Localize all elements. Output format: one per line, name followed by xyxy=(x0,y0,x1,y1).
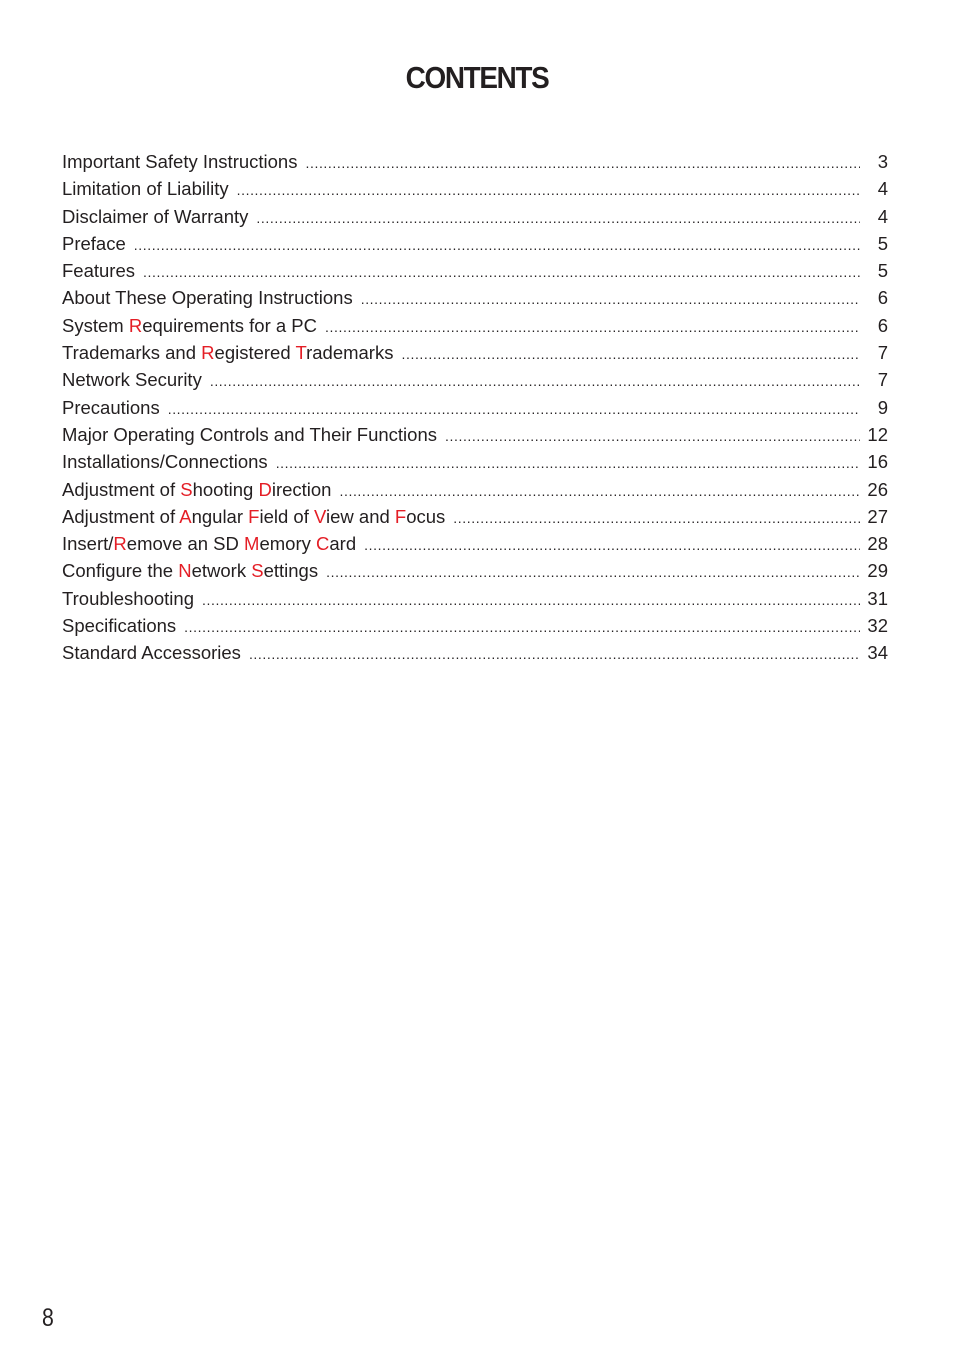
dot-leader xyxy=(453,505,860,532)
toc-entry-title xyxy=(62,530,364,557)
highlighted-letter: R xyxy=(128,314,143,336)
toc-entry-page: 5 xyxy=(877,260,888,282)
highlighted-letter: F xyxy=(394,505,407,527)
title-text: Limitation of Liability xyxy=(62,178,229,200)
title-text: Major Operating Controls and Their Functions xyxy=(62,423,437,445)
highlighted-letter: D xyxy=(258,478,272,500)
title-text: About These Operating Instructions xyxy=(62,287,353,309)
dot-leader xyxy=(237,177,860,204)
toc-entry-page: 7 xyxy=(877,342,888,364)
toc-entry-page: 16 xyxy=(867,451,888,473)
title-text: Features xyxy=(62,260,136,282)
title-text: ield of xyxy=(259,505,314,527)
title-text: ettings xyxy=(263,560,319,582)
title-text: rademarks xyxy=(306,342,394,364)
title-text: Network Security xyxy=(62,369,202,391)
highlighted-letter: F xyxy=(248,505,260,527)
highlighted-letter: S xyxy=(251,560,264,582)
title-text: emory xyxy=(259,533,316,555)
dot-leader xyxy=(401,341,860,368)
title-text: egistered xyxy=(214,342,296,364)
dot-leader xyxy=(361,286,860,313)
toc-entry-title xyxy=(62,394,168,421)
toc-entry-page: 3 xyxy=(877,151,888,172)
dot-leader xyxy=(305,150,860,177)
dot-leader xyxy=(168,396,860,423)
toc-entry[interactable] xyxy=(62,148,888,175)
title-text: Important Safety Instructions xyxy=(62,151,298,172)
toc-entry[interactable] xyxy=(62,612,888,639)
title-text: Preface xyxy=(62,232,126,254)
toc-entry-page: 4 xyxy=(877,178,888,200)
highlighted-letter: T xyxy=(295,342,307,364)
toc-entry-page: 5 xyxy=(877,232,888,254)
dot-leader xyxy=(445,423,860,450)
table-of-contents xyxy=(62,148,888,667)
title-text: ocus xyxy=(406,505,446,527)
toc-entry-title xyxy=(62,557,326,584)
dot-leader xyxy=(325,314,860,341)
toc-entry-page: 6 xyxy=(877,287,888,309)
title-text: Installations/Connections xyxy=(62,451,268,473)
title-text: Precautions xyxy=(62,396,160,418)
highlighted-letter: R xyxy=(201,342,215,364)
highlighted-letter: S xyxy=(180,478,193,500)
highlighted-letter: A xyxy=(179,505,192,527)
toc-entry-title xyxy=(62,448,276,475)
toc-entry-title xyxy=(62,585,202,612)
toc-entry[interactable] xyxy=(62,557,888,584)
title-text: Trademarks and xyxy=(62,342,202,364)
toc-entry-page: 6 xyxy=(877,314,888,336)
title-text: Standard Accessories xyxy=(62,642,241,664)
title-text: irection xyxy=(271,478,332,500)
dot-leader xyxy=(276,450,860,477)
title-text: equirements for a PC xyxy=(142,314,318,336)
toc-entry[interactable] xyxy=(62,394,888,421)
toc-entry-title xyxy=(62,257,143,284)
toc-entry-title xyxy=(62,339,401,366)
dot-leader xyxy=(143,259,860,286)
toc-entry-page: 7 xyxy=(877,369,888,391)
dot-leader xyxy=(249,641,860,668)
toc-entry-page: 34 xyxy=(867,642,888,664)
title-text: etwork xyxy=(191,560,252,582)
toc-entry-page: 12 xyxy=(867,423,888,445)
toc-entry[interactable] xyxy=(62,585,888,612)
toc-entry[interactable] xyxy=(62,175,888,202)
title-text: Adjustment of xyxy=(62,478,181,500)
toc-entry-page: 32 xyxy=(867,615,888,637)
highlighted-letter: R xyxy=(113,533,127,555)
page-number: 8 xyxy=(42,1304,54,1332)
toc-entry[interactable] xyxy=(62,448,888,475)
title-text: Configure the xyxy=(62,560,179,582)
highlighted-letter: N xyxy=(178,560,192,582)
highlighted-letter: V xyxy=(313,505,326,527)
toc-entry[interactable] xyxy=(62,530,888,557)
toc-entry-page: 28 xyxy=(867,533,888,555)
title-text: Specifications xyxy=(62,615,177,637)
toc-entry-page: 29 xyxy=(867,560,888,582)
toc-entry-page: 4 xyxy=(877,205,888,227)
toc-entry-page: 31 xyxy=(867,587,888,609)
dot-leader xyxy=(326,559,860,586)
toc-entry-title xyxy=(62,230,134,257)
highlighted-letter: M xyxy=(244,533,260,555)
dot-leader xyxy=(364,532,860,559)
dot-leader xyxy=(339,478,860,505)
title-text: emove an SD xyxy=(126,533,245,555)
dot-leader xyxy=(134,232,860,259)
page-title: CONTENTS xyxy=(405,60,549,95)
toc-entry-page: 9 xyxy=(877,396,888,418)
dot-leader xyxy=(210,368,860,395)
toc-entry-title xyxy=(62,366,210,393)
title-text: iew and xyxy=(326,505,395,527)
toc-entry[interactable] xyxy=(62,476,888,503)
dot-leader xyxy=(256,205,860,232)
toc-entry-title xyxy=(62,203,256,230)
toc-entry[interactable] xyxy=(62,284,888,311)
dot-leader xyxy=(202,587,860,614)
toc-entry-title xyxy=(62,175,237,202)
highlighted-letter: C xyxy=(316,533,330,555)
toc-entry[interactable] xyxy=(62,503,888,530)
title-text: System xyxy=(62,314,129,336)
toc-entry-title xyxy=(62,421,445,448)
dot-leader xyxy=(184,614,860,641)
title-text: ngular xyxy=(191,505,249,527)
toc-entry-page: 26 xyxy=(867,478,888,500)
toc-entry-title xyxy=(62,148,305,175)
toc-entry-title xyxy=(62,476,339,503)
toc-entry-title xyxy=(62,312,325,339)
title-text: hooting xyxy=(192,478,259,500)
toc-entry-page: 27 xyxy=(867,505,888,527)
toc-entry[interactable] xyxy=(62,257,888,284)
toc-entry-title xyxy=(62,612,184,639)
toc-entry-title xyxy=(62,284,361,311)
title-text: Adjustment of xyxy=(62,505,180,527)
toc-entry[interactable] xyxy=(62,639,888,666)
toc-entry[interactable] xyxy=(62,230,888,257)
title-text: Insert/ xyxy=(62,533,114,555)
toc-entry[interactable] xyxy=(62,312,888,339)
toc-entry-title xyxy=(62,639,249,666)
toc-entry[interactable] xyxy=(62,339,888,366)
title-text: Disclaimer of Warranty xyxy=(62,205,249,227)
toc-entry-title xyxy=(62,503,453,530)
toc-entry[interactable] xyxy=(62,366,888,393)
toc-entry[interactable] xyxy=(62,203,888,230)
title-text: ard xyxy=(329,533,357,555)
title-text: Troubleshooting xyxy=(62,587,194,609)
toc-entry[interactable] xyxy=(62,421,888,448)
